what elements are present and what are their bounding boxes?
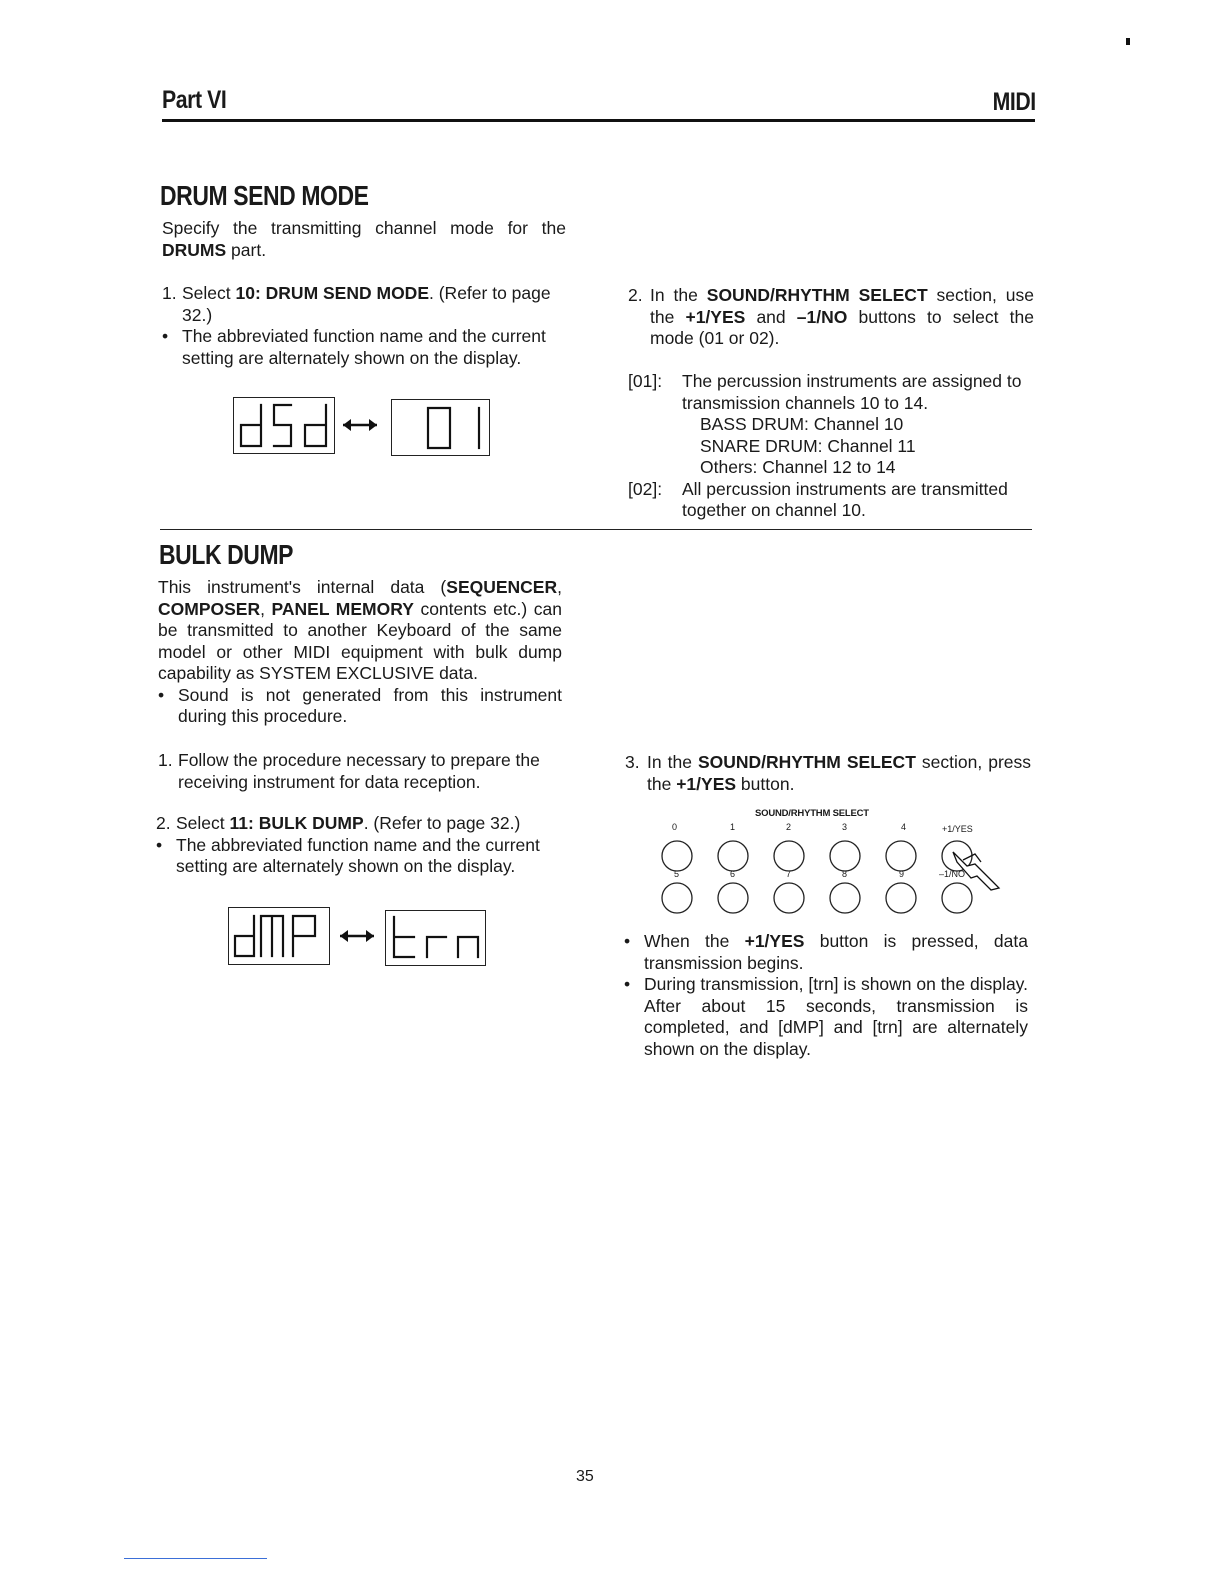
btn-label: 3 — [842, 822, 848, 832]
drum-send-mode-title: DRUM SEND MODE — [160, 180, 369, 211]
btn-label: 4 — [901, 822, 907, 832]
bulk-dump-step1: 1. Follow the procedure necessary to prepare the receiving instrument for data reception. — [158, 750, 540, 792]
scan-mark — [1126, 38, 1130, 45]
drum-send-intro: Specify the transmitting channel mode for the DRUMS part. — [162, 218, 566, 260]
drum-send-step1: 1. Select 10: DRUM SEND MODE. (Refer to page 32.) • The abbreviated function name and the current setting are alternately shown on the display. — [162, 283, 551, 368]
bulk-dump-step2: 2. Select 11: BULK DUMP. (Refer to page 32.) • The abbreviated function name and the current setting are alternately shown on the display. — [156, 813, 540, 876]
btn-label: 0 — [672, 822, 678, 832]
alternate-arrow-icon — [341, 418, 379, 437]
lcd-display-dmp — [228, 907, 330, 965]
panel-button — [718, 841, 748, 871]
btn-label: 1 — [730, 822, 736, 832]
bulk-dump-intro: This instrument's internal data (SEQUENCER, COMPOSER, PANEL MEMORY contents etc.) can be transmitted to another Keyboard of the same model or other MIDI equipment with bulk dump capability as SYSTEM EXCLUSIVE data. • Sound is not generated from this instrument during this procedure. — [158, 577, 562, 726]
panel-label: SOUND/RHYTHM SELECT — [755, 808, 869, 819]
mode01-sub-item: Others: Channel 12 to 14 — [700, 457, 896, 477]
drum-send-step2: 2. In the SOUND/RHYTHM SELECT section, use the +1/YES and –1/NO buttons to select the mode (01 or 02). — [628, 285, 1035, 348]
bulk-dump-title: BULK DUMP — [159, 539, 294, 570]
panel-button — [774, 841, 804, 871]
alternate-arrow-icon — [338, 929, 376, 948]
page-number: 35 — [576, 1468, 594, 1485]
btn-label: 7 — [786, 869, 792, 879]
panel-button — [886, 841, 916, 871]
lcd-display-01 — [391, 399, 490, 456]
bulk-dump-step3: 3. In the SOUND/RHYTHM SELECT section, press the +1/YES button. — [625, 752, 1031, 794]
mode01-sub-item: SNARE DRUM: Channel 11 — [700, 435, 916, 456]
bottom-edge-line — [124, 1558, 267, 1559]
panel-button — [830, 883, 860, 913]
btn-label: 6 — [730, 869, 736, 879]
lcd-display-dsd — [233, 397, 335, 454]
mode01-sub-item: BASS DRUM: Channel 10 — [700, 414, 904, 434]
btn-label: 2 — [786, 822, 792, 832]
panel-button — [774, 883, 804, 913]
btn-label: 8 — [842, 869, 848, 879]
part-label: Part VI — [162, 86, 227, 114]
section-divider — [160, 529, 1032, 530]
panel-button — [662, 841, 692, 871]
btn-label: +1/YES — [942, 824, 973, 834]
panel-button — [662, 883, 692, 913]
section-label: MIDI — [992, 88, 1036, 116]
lcd-display-trn — [385, 910, 486, 966]
panel-button — [718, 883, 748, 913]
header-rule — [162, 119, 1035, 122]
btn-label: 5 — [674, 869, 680, 879]
btn-label: –1/NO — [939, 869, 966, 879]
mode-01-block: [01]: The percussion instruments are assigned to transmission channels 10 to 14. BASS DRUM: Channel 10 SNARE DRUM: Channel 11 Others: Channel 12 to 14 [02]: All percussion instruments are transmitted together on channel 10. — [628, 371, 1034, 522]
bulk-dump-bullets: • When the +1/YES button is pressed, data transmission begins. • During transmission, [trn] is shown on the display. After about 15 seconds, transmission is completed, and [dMP] and [trn] are alternately shown on the display. — [624, 931, 1028, 1059]
panel-button — [830, 841, 860, 871]
btn-label: 9 — [899, 869, 905, 879]
mode-02-block: [02]: All percussion instruments are transmitted together on channel 10. — [628, 478, 1008, 520]
panel-button — [886, 883, 916, 913]
sound-rhythm-select-panel — [645, 806, 1015, 918]
no-button — [942, 883, 972, 913]
